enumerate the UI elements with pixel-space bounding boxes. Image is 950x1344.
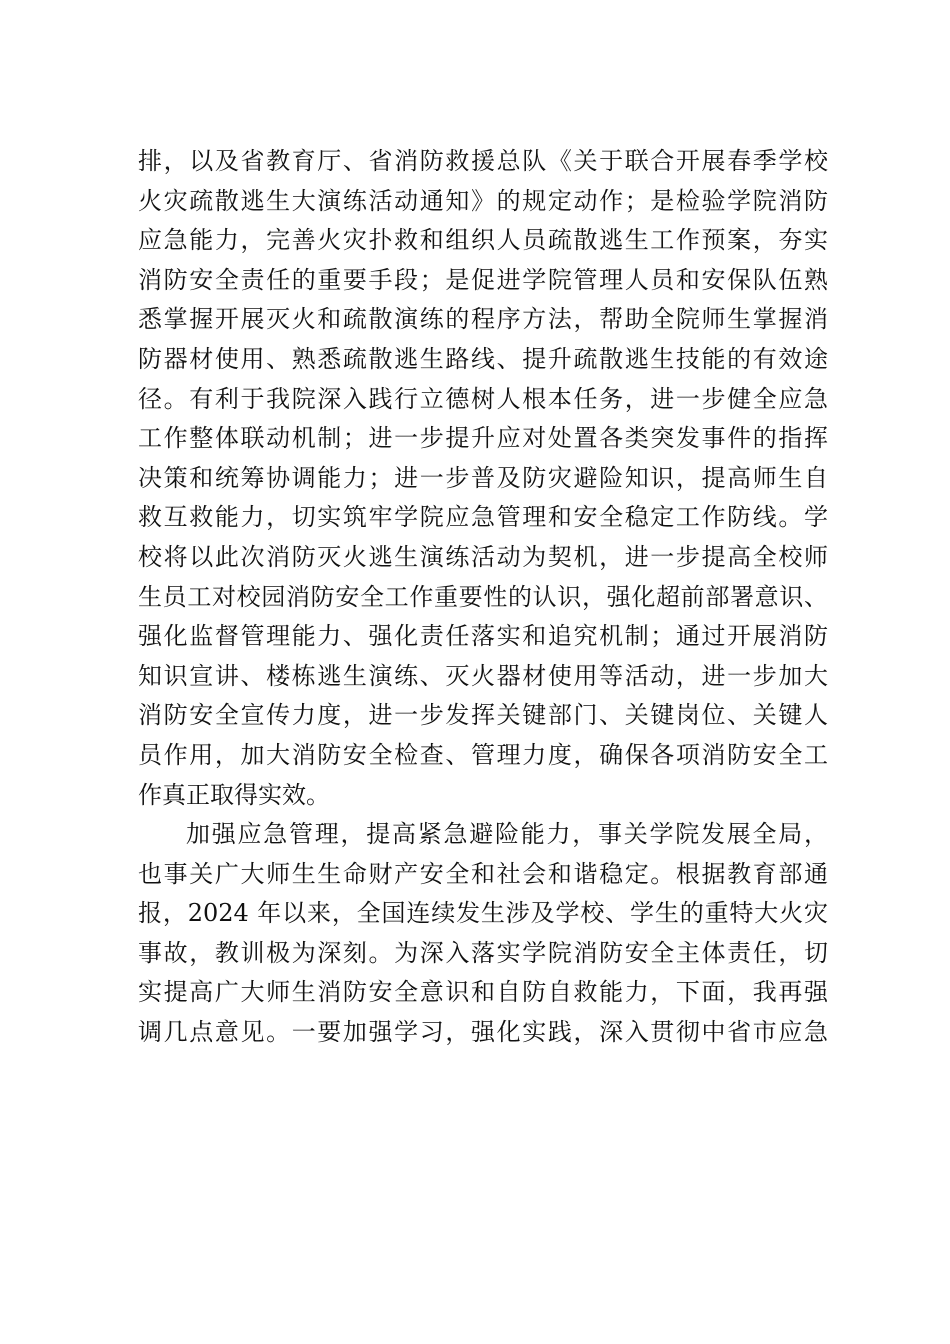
text-line: 校将以此次消防灭火逃生演练活动为契机，进一步提高全校师 bbox=[138, 542, 828, 571]
text-line: 应急能力，完善火灾扑救和组织人员疏散逃生工作预案，夯实 bbox=[138, 226, 828, 255]
text-line: 决策和统筹协调能力；进一步普及防灾避险知识，提高师生自 bbox=[138, 463, 828, 492]
text-line: 径。有利于我院深入践行立德树人根本任务，进一步健全应急 bbox=[138, 384, 828, 413]
text-line: 强化监督管理能力、强化责任落实和追究机制；通过开展消防 bbox=[138, 622, 828, 651]
text-line: 也事关广大师生生命财产安全和社会和谐稳定。根据教育部通 bbox=[138, 859, 828, 888]
text-line: 知识宣讲、楼栋逃生演练、灭火器材使用等活动，进一步加大 bbox=[138, 661, 828, 690]
body-text bbox=[138, 142, 828, 1053]
text-line: 调几点意见。一要加强学习，强化实践，深入贯彻中省市应急 bbox=[138, 1018, 828, 1047]
text-line: 报，2024 年以来，全国连续发生涉及学校、学生的重特大火灾 bbox=[138, 899, 828, 928]
text-line: 救互救能力，切实筑牢学院应急管理和安全稳定工作防线。学 bbox=[138, 503, 828, 532]
text-line: 实提高广大师生消防安全意识和自防自救能力，下面，我再强 bbox=[138, 978, 828, 1007]
text-line: 悉掌握开展灭火和疏散演练的程序方法，帮助全院师生掌握消 bbox=[138, 305, 828, 334]
text-line: 员作用，加大消防安全检查、管理力度，确保各项消防安全工 bbox=[138, 740, 828, 769]
text-line: 事故，教训极为深刻。为深入落实学院消防安全主体责任，切 bbox=[138, 938, 828, 967]
text-line: 工作整体联动机制；进一步提升应对处置各类突发事件的指挥 bbox=[138, 424, 828, 453]
text-line: 消防安全责任的重要手段；是促进学院管理人员和安保队伍熟 bbox=[138, 265, 828, 294]
paragraph-first-line: 加强应急管理，提高紧急避险能力，事关学院发展全局， bbox=[186, 820, 828, 849]
text-line: 火灾疏散逃生大演练活动通知》的规定动作；是检验学院消防 bbox=[138, 186, 828, 215]
text-line: 作真正取得实效。 bbox=[138, 780, 330, 809]
text-line: 防器材使用、熟悉疏散逃生路线、提升疏散逃生技能的有效途 bbox=[138, 344, 828, 373]
text-line: 生员工对校园消防安全工作重要性的认识，强化超前部署意识、 bbox=[138, 582, 828, 611]
text-line: 消防安全宣传力度，进一步发挥关键部门、关键岗位、关键人 bbox=[138, 701, 828, 730]
text-line: 排，以及省教育厅、省消防救援总队《关于联合开展春季学校 bbox=[138, 147, 828, 175]
